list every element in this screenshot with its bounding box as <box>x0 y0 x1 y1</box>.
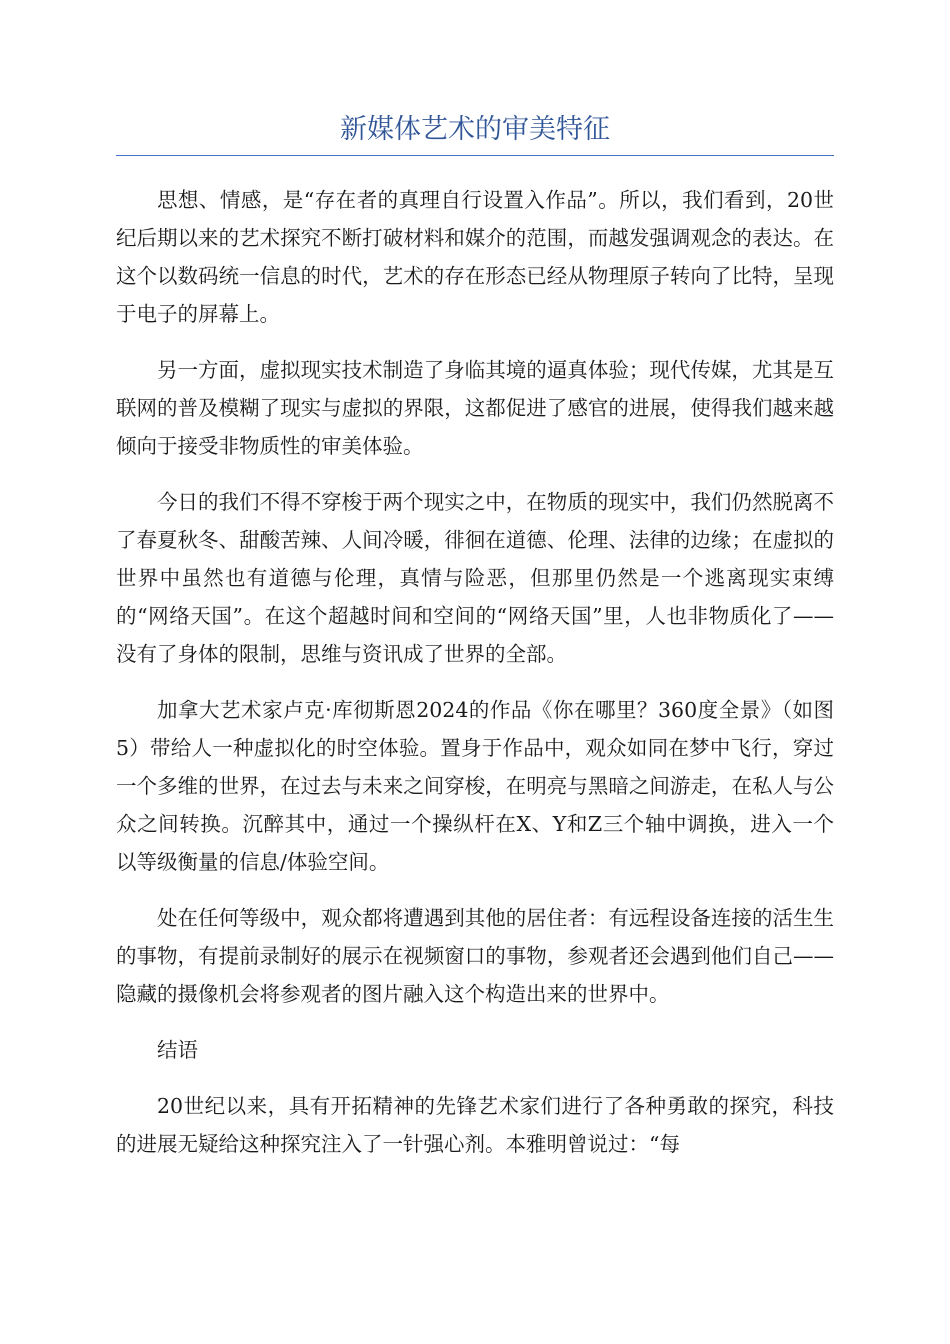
paragraph: 处在任何等级中，观众都将遭遇到其他的居住者：有远程设备连接的活生生的事物，有提前录制好的展示在视频窗口的事物，参观者还会遇到他们自己——隐藏的摄像机会将参观者的图片融入这个构造出来的世界中。 <box>116 906 834 1006</box>
document-page <box>116 108 834 1181</box>
paragraph: 思想、情感，是“存在者的真理自行设置入作品”。所以，我们看到，20世纪后期以来的艺术探究不断打破材料和媒介的范围，而越发强调观念的表达。在这个以数码统一信息的时代，艺术的存在形态已经从物理原子转向了比特，呈现于电子的屏幕上。 <box>116 188 834 326</box>
paragraph: 另一方面，虚拟现实技术制造了身临其境的逼真体验；现代传媒，尤其是互联网的普及模糊了现实与虚拟的界限，这都促进了感官的进展，使得我们越来越倾向于接受非物质性的审美体验。 <box>116 358 834 458</box>
document-body <box>116 181 834 1163</box>
paragraph: 20世纪以来，具有开拓精神的先锋艺术家们进行了各种勇敢的探究，科技的进展无疑给这种探究注入了一针强心剂。本雅明曾说过：“每 <box>116 1094 834 1156</box>
section-heading-conclusion: 结语 <box>157 1038 198 1062</box>
title-underline <box>116 155 834 156</box>
paragraph: 今日的我们不得不穿梭于两个现实之中，在物质的现实中，我们仍然脱离不了春夏秋冬、甜酸苦辣、人间冷暖，徘徊在道德、伦理、法律的边缘；在虚拟的世界中虽然也有道德与伦理，真情与险恶，但那里仍然是一个逃离现实束缚的“网络天国”。在这个超越时间和空间的“网络天国”里，人也非物质化了——没有了身体的限制，思维与资讯成了世界的全部。 <box>116 490 834 666</box>
paragraph: 加拿大艺术家卢克·库彻斯恩2024的作品《你在哪里？360度全景》（如图5）带给人一种虚拟化的时空体验。置身于作品中，观众如同在梦中飞行，穿过一个多维的世界，在过去与未来之间穿梭，在明亮与黑暗之间游走，在私人与公众之间转换。沉醉其中，通过一个操纵杆在X、Y和Z三个轴中调换，进入一个以等级衡量的信息/体验空间。 <box>116 698 834 874</box>
document-title: 新媒体艺术的审美特征 <box>340 114 610 145</box>
